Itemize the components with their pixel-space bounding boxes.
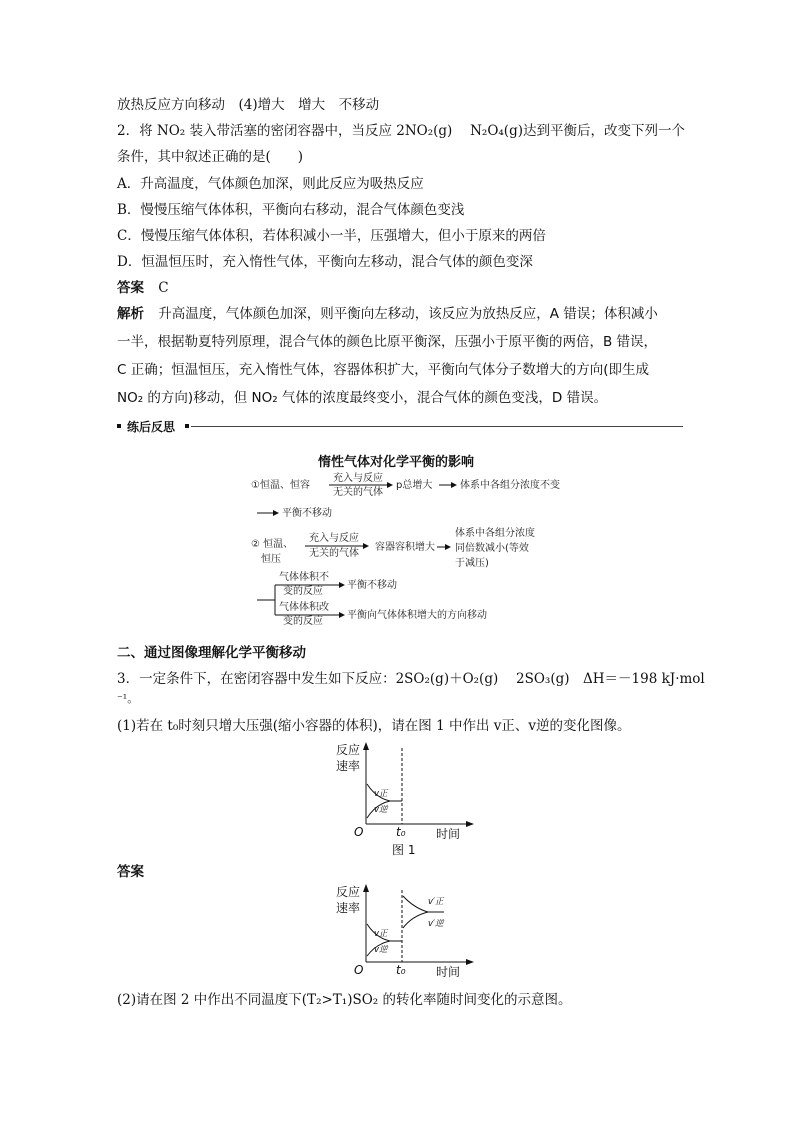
reflection-heading	[117, 418, 683, 434]
fig1-ylabel-2: 速率	[336, 759, 361, 773]
fig2-ylabel-1: 反应	[336, 885, 361, 899]
diagram-case-2-r1: 体系中各组分浓度	[455, 528, 535, 539]
answer-label: 答案	[117, 280, 144, 296]
question-3-part-1: (1)若在 t₀时刻只增大压强(缩小容器的体积)，请在图 1 中作出 v正、v逆的变化图像。	[117, 718, 631, 734]
diagram-branch-1b: 变的反应	[283, 586, 323, 597]
figure-2	[330, 884, 500, 984]
diagram-branch-1a: 气体体积不	[279, 572, 329, 583]
arrow-icon	[339, 612, 345, 618]
fig2-t0: t₀	[396, 963, 406, 977]
question-3-line-1: 3．一定条件下，在密闭容器中发生如下反应：2SO₂(g)＋O₂(g) 2SO₃(g) ΔH＝－198 kJ·mol	[117, 671, 705, 687]
diagram-case-2a: ② 恒温、	[251, 539, 294, 550]
diagram-case-2-mid: 容器容积增大	[375, 542, 435, 553]
question-3-line-2: ⁻¹。	[117, 692, 139, 705]
text-line-1: 放热反应方向移动 (4)增大 增大 不移动	[117, 97, 380, 113]
analysis-line-2: 一半，根据勒夏特列原理，混合气体的颜色比原平衡深，压强小于原平衡的两倍，B 错误，	[117, 334, 658, 350]
analysis-line-3: C 正确；恒温恒压，充入惰性气体，容器体积扩大，平衡向气体分子数增大的方向(即生成	[117, 362, 649, 378]
square-bullet-icon	[185, 424, 189, 428]
analysis-line-4: NO₂ 的方向)移动，但 NO₂ 气体的浓度最终变小，混合气体的颜色变浅，D 错误。	[117, 390, 608, 406]
arrow-icon	[363, 543, 369, 549]
fig1-xlabel: 时间	[436, 827, 461, 841]
arrow-icon	[273, 510, 279, 516]
fig1-vz-label: v正	[374, 789, 388, 799]
question-3-part-2: (2)请在图 2 中作出不同温度下(T₂>T₁)SO₂ 的转化率随时间变化的示意图。	[117, 992, 572, 1008]
option-d: D．恒温恒压时，充入惰性气体，平衡向左移动，混合气体的颜色变深	[117, 254, 533, 270]
fig2-vn2-label: v′逆	[428, 919, 444, 929]
analysis-text-1: 升高温度，气体颜色加深，则平衡向左移动，该反应为放热反应，A 错误；体积减小	[158, 306, 658, 322]
analysis-label: 解析	[117, 306, 144, 322]
fig1-caption: 图 1	[392, 843, 416, 857]
arrow-icon	[451, 482, 457, 488]
diagram-branch-2a: 气体体积改	[279, 602, 329, 613]
diagram-case-1-pressure: p总增大	[396, 480, 433, 491]
option-b: B．慢慢压缩气体体积，平衡向右移动，混合气体颜色变浅	[117, 202, 465, 218]
divider-rule	[191, 426, 683, 427]
option-a: A．升高温度，气体颜色加深，则此反应为吸热反应	[117, 176, 424, 192]
diagram-case-2-bot: 无关的气体	[309, 548, 359, 559]
fig2-origin: O	[354, 963, 364, 977]
diagram-branch-1r: 平衡不移动	[347, 580, 397, 591]
diagram-case-1-bot: 无关的气体	[333, 487, 383, 498]
section-2-heading: 二、通过图像理解化学平衡移动	[117, 645, 306, 661]
question-2-line-2: 条件，其中叙述正确的是( )	[117, 149, 304, 165]
reflection-label: 练后反思	[127, 420, 176, 434]
fig1-origin: O	[354, 825, 364, 839]
fig2-vn-label: v逆	[374, 945, 388, 955]
fig2-xlabel: 时间	[436, 965, 461, 979]
option-c: C．慢慢压缩气体体积，若体积减小一半，压强增大，但小于原来的两倍	[117, 228, 546, 244]
fig2-ylabel-2: 速率	[336, 901, 361, 915]
diagram-case-1-top: 充入与反应	[333, 473, 383, 484]
analysis-line-1	[117, 304, 658, 324]
figure-1	[330, 742, 490, 872]
fig2-vz2-label: v′正	[428, 897, 444, 907]
diagram-case-2-r3: 于减压)	[455, 558, 489, 569]
answer-2	[117, 278, 169, 298]
square-bullet-icon	[117, 424, 121, 428]
diagram-case-1: ①恒温、恒容	[251, 480, 310, 491]
arrow-icon	[387, 482, 393, 488]
fig2-curve-reverse-new	[403, 912, 428, 928]
diagram-case-2-r2: 同倍数减小(等效	[455, 543, 529, 554]
fig1-ylabel-1: 反应	[336, 743, 361, 757]
arrow-icon	[339, 582, 345, 588]
fig1-vn-label: v逆	[374, 805, 388, 815]
diagram-case-2-top: 充入与反应	[309, 533, 359, 544]
answer-value: C	[158, 280, 169, 296]
fig1-t0: t₀	[396, 825, 406, 839]
inert-gas-diagram	[245, 470, 605, 630]
diagram-branch-2r: 平衡向气体体积增大的方向移动	[347, 610, 487, 621]
diagram-case-1-end: 平衡不移动	[282, 508, 332, 519]
diagram-title: 惰性气体对化学平衡的影响	[318, 455, 475, 470]
diagram-case-2b: 恒压	[261, 554, 281, 565]
diagram-case-1-result: 体系中各组分浓度不变	[460, 480, 560, 491]
question-2-line-1: 2．将 NO₂ 装入带活塞的密闭容器中，当反应 2NO₂(g) N₂O₄(g)达到平衡后，改变下列一个	[117, 123, 685, 139]
arrow-icon	[445, 544, 451, 550]
fig2-vz-label: v正	[374, 929, 388, 939]
answer-3-label: 答案	[117, 864, 144, 880]
diagram-branch-2b: 变的反应	[283, 616, 323, 627]
